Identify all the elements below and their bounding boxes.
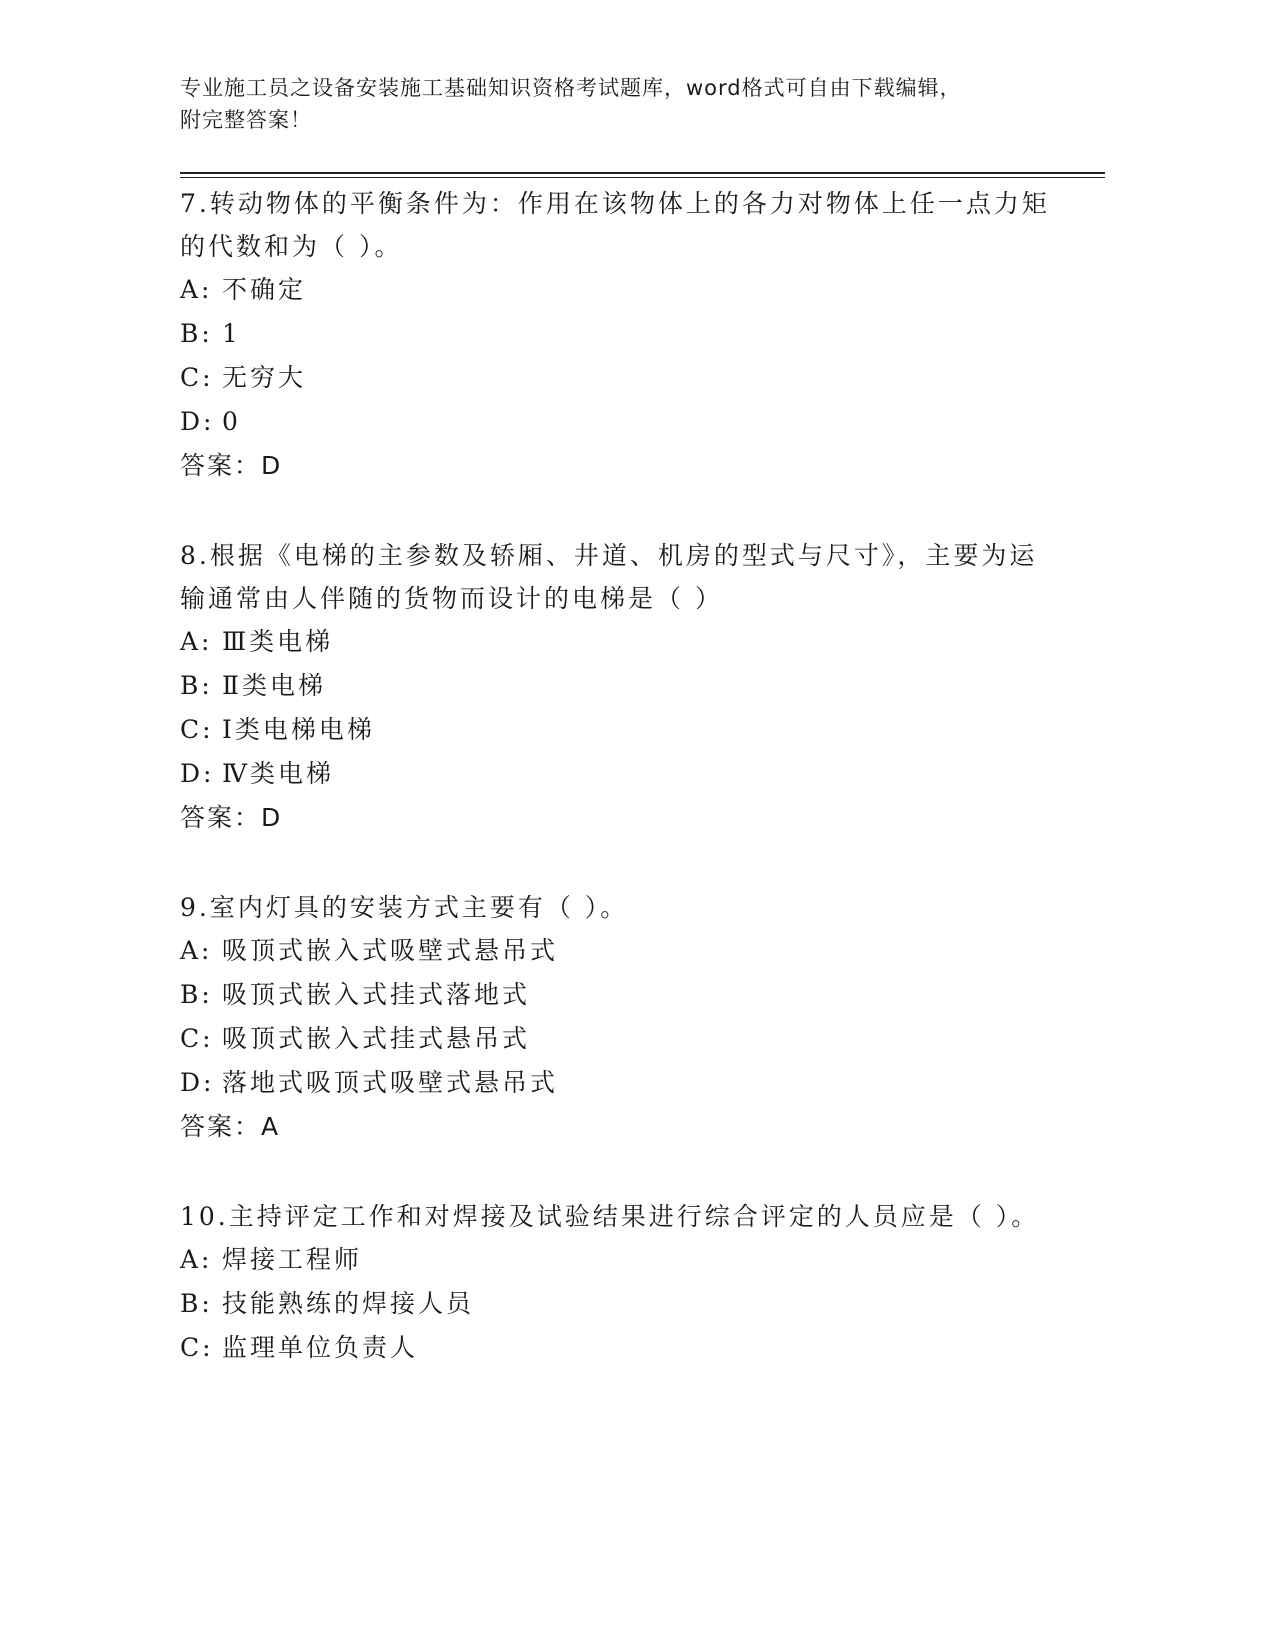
option-letter: B: — [180, 671, 213, 700]
option-b — [180, 664, 1060, 708]
option-text: 0 — [222, 407, 241, 436]
question-9 — [180, 886, 1060, 1149]
option-letter: C: — [180, 363, 214, 392]
option-letter: D: — [180, 759, 215, 788]
option-letter: A: — [180, 936, 213, 965]
option-c — [180, 708, 1060, 752]
option-text: 落地式吸顶式吸壁式悬吊式 — [222, 1068, 559, 1097]
question-text: 8.根据《电梯的主参数及轿厢、井道、机房的型式与尺寸》，主要为运输通常由人伴随的货物而设计的电梯是（ ） — [180, 541, 1038, 613]
option-text: Ⅲ类电梯 — [222, 627, 334, 656]
option-text: 吸顶式嵌入式吸壁式悬吊式 — [222, 936, 559, 965]
option-b — [180, 973, 1060, 1017]
question-text: 7.转动物体的平衡条件为：作用在该物体上的各力对物体上任一点力矩的代数和为（ ）。 — [180, 189, 1050, 261]
option-letter: C: — [180, 1024, 214, 1053]
option-letter: B: — [180, 980, 213, 1009]
option-letter: B: — [180, 1289, 213, 1318]
option-c — [180, 1017, 1060, 1061]
option-letter: A: — [180, 627, 213, 656]
option-text: 吸顶式嵌入式挂式落地式 — [222, 980, 531, 1009]
option-letter: B: — [180, 319, 213, 348]
option-text: 技能熟练的焊接人员 — [222, 1289, 475, 1318]
option-a — [180, 268, 1060, 312]
question-text: 9.室内灯具的安装方式主要有（ ）。 — [180, 893, 629, 922]
option-text: 监理单位负责人 — [222, 1333, 419, 1362]
option-c — [180, 1326, 1060, 1370]
option-a — [180, 929, 1060, 973]
option-text: Ⅱ类电梯 — [222, 671, 326, 700]
header-divider-thin — [180, 177, 1105, 178]
option-text: 焊接工程师 — [222, 1245, 363, 1274]
option-d — [180, 1061, 1060, 1105]
option-text: 无穷大 — [222, 363, 307, 392]
option-a — [180, 1238, 1060, 1282]
question-7 — [180, 182, 1060, 488]
option-b — [180, 312, 1060, 356]
option-text: 1 — [222, 319, 241, 348]
document-header — [180, 72, 1060, 136]
header-line-1: 专业施工员之设备安装施工基础知识资格考试题库，word格式可自由下载编辑， — [180, 76, 962, 100]
question-8 — [180, 534, 1060, 840]
answer-line: 答案：A — [180, 1112, 281, 1141]
question-list — [180, 182, 1060, 1416]
option-text: Ⅳ类电梯 — [222, 759, 334, 788]
header-line-2: 附完整答案！ — [180, 108, 312, 132]
answer-line: 答案：D — [180, 803, 283, 832]
question-text: 10.主持评定工作和对焊接及试验结果进行综合评定的人员应是（ ）。 — [180, 1202, 1040, 1231]
option-letter: D: — [180, 407, 215, 436]
option-a — [180, 620, 1060, 664]
option-letter: D: — [180, 1068, 215, 1097]
option-letter: C: — [180, 715, 214, 744]
option-b — [180, 1282, 1060, 1326]
option-c — [180, 356, 1060, 400]
option-letter: C: — [180, 1333, 214, 1362]
option-text: 不确定 — [222, 275, 307, 304]
answer-line: 答案：D — [180, 451, 283, 480]
option-d — [180, 400, 1060, 444]
question-10 — [180, 1195, 1060, 1370]
header-divider-thick — [180, 172, 1105, 174]
option-letter: A: — [180, 1245, 213, 1274]
option-letter: A: — [180, 275, 213, 304]
option-d — [180, 752, 1060, 796]
option-text: 吸顶式嵌入式挂式悬吊式 — [222, 1024, 531, 1053]
option-text: Ⅰ类电梯电梯 — [222, 715, 375, 744]
